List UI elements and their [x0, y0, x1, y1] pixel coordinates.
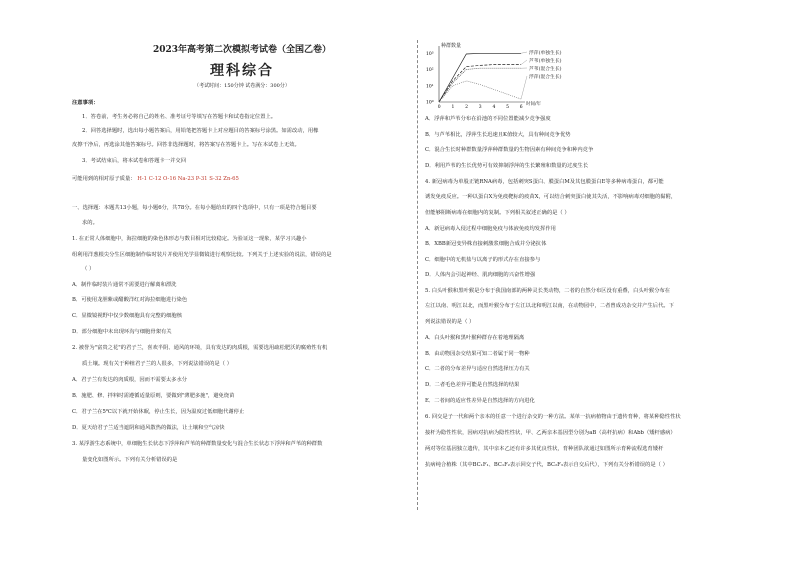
right-line: B．由动物园杂交结果可知二者属于同一物种	[425, 351, 530, 357]
series-line	[439, 65, 521, 102]
atomic-mass-values: H-1 C-12 O-16 Na-23 P-31 S-32 Zn-65	[137, 176, 239, 182]
series-line	[439, 81, 521, 102]
y-axis-label: 种群数量	[441, 43, 462, 49]
x-tick-label: 0	[437, 105, 441, 110]
x-tick-label: 3	[478, 105, 482, 110]
left-line: B．可使用龙胆紫或醋酸洋红对海拉细胞进行染色	[72, 297, 188, 303]
left-line: 质土壤。现有关于种植君子兰的人很多，下列说法错误的是（ ）	[82, 361, 232, 367]
y-tick-label: 10¹	[426, 84, 434, 90]
left-line: B．施肥、修、拌料时需遵循适量原则，要做到"薄肥多施"，避免烧苗	[72, 393, 235, 399]
left-line: A．制作临时装片通常不需要进行解离和漂洗	[72, 282, 177, 288]
right-line: A．白头叶猴和黑叶猴种群存在着地理隔离	[425, 335, 525, 341]
legend-label: 芦苇(混合生长)	[529, 67, 562, 72]
right-line: 但能够阻断病毒在细胞内的复制。下列相关叙述正确的是（ ）	[425, 210, 570, 216]
notice-item-2-cont: 皮擦干净后，再选涂其他答案标号。回答非选择题时，将答案写在答题卡上。写在本试卷上无效。	[72, 142, 300, 148]
atomic-mass-label: 可能用到的相对原子质量：	[72, 176, 136, 182]
y-tick-label: 10²	[426, 68, 434, 73]
population-chart	[425, 40, 595, 110]
left-line: 3. 某浮游生态系统中，单细胞生长状态下浮萍和芦苇的种群数量变化与混合生长状态下浮萍和芦苇的种群数	[72, 441, 323, 447]
paper-title: 2023年高考第二次模拟考试卷（全国乙卷）	[152, 45, 332, 55]
legend-label: 浮萍(混合生长)	[529, 75, 562, 80]
right-line: 4. 新冠病毒为单股正链RNA病毒，包括刺突S蛋白、膜蛋白M及其包膜蛋白E等多种病毒蛋白，都可能	[425, 179, 664, 185]
left-line: D．部分细胞中未出现环沟与细胞骨架有关	[72, 329, 172, 335]
x-tick-label: 1	[451, 105, 455, 110]
right-line: 6. 回交是子一代和两个亲本的任意一个进行杂交的一种方法。某单一抗病植物由于遗传育种，将某种隐性性状	[425, 414, 681, 420]
left-line: C．显微镜视野中仅少数细胞具有完整的细胞核	[72, 313, 182, 319]
right-line: 左江以南、明江以北，而黑叶猴分布于左江以北和明江以南，在动物园中，二者曾成功杂交并产生后代。下	[425, 303, 674, 309]
population-chart-svg	[425, 40, 595, 110]
left-line: （ ）	[82, 266, 95, 272]
x-tick-label: 5	[506, 105, 510, 110]
y-tick-label: 10⁰	[426, 100, 434, 106]
y-tick-label: 10³	[426, 51, 434, 57]
exam-info: （考试时间：150分钟 试卷满分：300分）	[194, 83, 290, 89]
left-line: D．夏天给君子兰适当遮阴和通风散热的做法，让土壤和空气凉快	[72, 425, 225, 431]
left-line: 2. 被誉为"富贵之花"的君子兰，喜欢半阴、通风的环境，具有发达的肉质根，需要选用疏松肥沃的腐殖性有机	[72, 345, 328, 351]
legend-leader	[521, 60, 527, 65]
notice-item-3: 3．考试结束后，将本试卷和答题卡一并交回	[82, 158, 187, 164]
notice-heading: 注意事项：	[72, 100, 99, 106]
left-line: A．君子兰有发达的肉质根，因而不需要太多水分	[72, 377, 188, 383]
right-line: C．细胞中的无机盐与以离子的形式存在直接参与	[425, 257, 541, 263]
right-line: D．人体内会引起神经、肌肉细胞的兴奋性增强	[425, 272, 536, 278]
right-line: E．二者间的适应性差异是自然选择的方向进化	[425, 398, 535, 404]
right-line: 抗病纯合植株（其中BC₁F₁、BC₁F₂表示回交子代，BC₂F₃表示自交后代），下列有关分析错误的是（ ）	[425, 462, 668, 468]
series-line	[439, 68, 521, 102]
left-line: 求的。	[82, 220, 98, 226]
right-line: A．浮萍和芦苇分布在沿池的不同位置能减少竞争强度	[425, 116, 551, 122]
right-line: 诱发免疫反应。一种以蛋白X为免疫靶标的疫苗X，可以结合刺突蛋白使其失活，不影响病毒对细胞的黏附，	[425, 194, 677, 200]
right-line: C．混合生长时种群数量浮萍种群数量的生物因素有种间竞争和种内竞争	[425, 147, 594, 153]
left-line: C．君子兰在5℃以下就开始休眠，停止生长，因为温度过低细胞代谢停止	[72, 409, 245, 415]
right-line: 两对等位基因独立遗传，其中亲本乙还有许多其优良性状，育种团队欲通过如图所示育种流程选育矮杆	[425, 446, 664, 452]
notice-item-2: 2．回答选择题时，选出每小题答案后，用铅笔把答题卡上对应题目的答案标号涂黑。如需改动，用橡	[82, 128, 319, 134]
atomic-mass-line	[72, 176, 239, 183]
legend-label: 芦苇(单独生长)	[529, 59, 562, 64]
right-line: B．XBB新冠变异株直接刺激浆细胞合成并分泌抗体	[425, 241, 547, 247]
right-line: B．与芦苇相比，浮萍生长迅速且K值较大，具有种间竞争优势	[425, 132, 571, 138]
legend-leader	[521, 52, 527, 53]
right-line: 5. 白头叶猴和黑叶猴是分布于我国南部的两种灵长类动物，二者的自然分布区没有重叠，白头叶猴分布在	[425, 288, 671, 294]
legend-label: 浮萍(单独生长)	[529, 51, 562, 56]
notice-item-1: 1．答卷前，考生务必将自己的姓名、准考证号等填写在答题卡和试卷指定位置上。	[82, 114, 277, 120]
column-divider	[417, 40, 418, 510]
right-line: D．利用芦苇的生长优势可有效抑制浮萍的生长繁殖和数量的过度生长	[425, 163, 589, 169]
legend-leader	[521, 76, 527, 99]
right-line: 接杆为隐性性状，因病对抗病为隐性性状，甲、乙两亲本基因型分别为aB（高杆抗病）和Abb（矮杆感病）	[425, 430, 676, 436]
paper-subject: 理科综合	[210, 63, 274, 79]
x-tick-label: 6	[519, 105, 523, 110]
right-line: C．二者的分布差异与适应自然选择压力有关	[425, 366, 530, 372]
right-line: A．新冠病毒入侵过程中细胞免疫与体液免疫均发挥作用	[425, 226, 556, 232]
right-line: D．二者毛色差异可能是自然选择的结果	[425, 382, 520, 388]
left-line: 一、选择题：本题共13小题，每小题6分，共78分。在每小题给出的四个选项中，只有一项是符合题目要	[72, 205, 317, 211]
x-axis-label: 时间/年	[526, 102, 542, 107]
left-line: 量变化如图所示。下列有关分析错误的是	[82, 457, 178, 463]
x-tick-label: 4	[492, 105, 496, 110]
left-line: 1. 在正常人体细胞中，海拉细胞的染色体形态与数目相对比较稳定。为验证这一现象，某学习兴趣小	[72, 236, 307, 242]
x-tick-label: 2	[465, 105, 469, 110]
right-line: 列说法错误的是（ ）	[425, 319, 475, 325]
left-line: 组利用洋葱根尖分生区细胞制作临时装片并使用光学显微镜进行观察比较。下列关于上述实验的说法，错误的是	[72, 252, 332, 258]
